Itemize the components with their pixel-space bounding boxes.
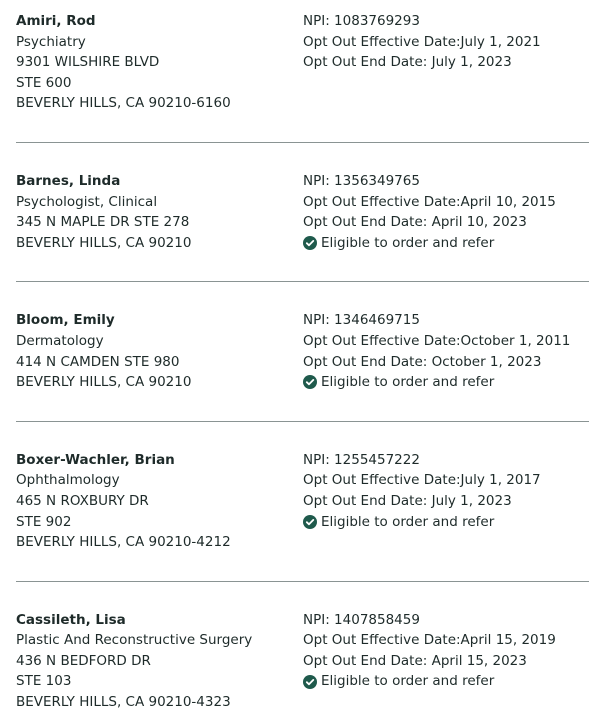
provider-opt-out-info — [303, 610, 589, 713]
provider-address-line: STE 600 — [16, 74, 72, 91]
eligibility-status — [303, 372, 589, 393]
provider-npi: NPI: 1407858459 — [303, 611, 420, 628]
provider-opt-out-info — [303, 310, 589, 392]
divider — [16, 421, 589, 422]
provider-entry — [16, 171, 589, 253]
opt-out-effective-date: Opt Out Effective Date:July 1, 2021 — [303, 33, 541, 50]
divider — [16, 281, 589, 282]
provider-entry — [16, 610, 589, 713]
provider-opt-out-info — [303, 171, 589, 253]
eligibility-status — [303, 512, 589, 533]
opt-out-end-date: Opt Out End Date: October 1, 2023 — [303, 353, 542, 370]
provider-address-line: 9301 WILSHIRE BLVD — [16, 54, 160, 71]
provider-opt-out-info — [303, 11, 589, 114]
provider-details — [16, 171, 303, 253]
provider-address-line: BEVERLY HILLS, CA 90210 — [16, 374, 192, 391]
provider-name: Bloom, Emily — [16, 312, 115, 329]
provider-specialty: Plastic And Reconstructive Surgery — [16, 632, 253, 649]
provider-specialty: Psychiatry — [16, 33, 86, 50]
provider-address-line: BEVERLY HILLS, CA 90210 — [16, 234, 192, 251]
provider-specialty: Psychologist, Clinical — [16, 193, 158, 210]
eligibility-status — [303, 671, 589, 692]
provider-name: Amiri, Rod — [16, 13, 96, 29]
check-circle-icon — [303, 515, 317, 529]
divider — [16, 142, 589, 143]
provider-address-line: 465 N ROXBURY DR — [16, 492, 149, 509]
eligibility-label: Eligible to order and refer — [321, 234, 495, 251]
provider-name: Cassileth, Lisa — [16, 611, 126, 628]
eligibility-label: Eligible to order and refer — [321, 513, 495, 530]
provider-details — [16, 610, 303, 713]
divider — [16, 581, 589, 582]
check-circle-icon — [303, 236, 317, 250]
provider-address-line: 436 N BEDFORD DR — [16, 652, 151, 669]
opt-out-effective-date: Opt Out Effective Date:October 1, 2011 — [303, 332, 571, 349]
opt-out-end-date: Opt Out End Date: April 10, 2023 — [303, 214, 527, 231]
eligibility-label: Eligible to order and refer — [321, 673, 495, 690]
provider-address-line: BEVERLY HILLS, CA 90210-4212 — [16, 534, 231, 551]
provider-name: Boxer-Wachler, Brian — [16, 451, 175, 468]
opt-out-effective-date: Opt Out Effective Date:April 10, 2015 — [303, 193, 556, 210]
provider-npi: NPI: 1346469715 — [303, 312, 420, 329]
provider-npi: NPI: 1356349765 — [303, 172, 420, 189]
opt-out-end-date: Opt Out End Date: July 1, 2023 — [303, 54, 512, 71]
provider-specialty: Ophthalmology — [16, 472, 120, 489]
provider-address-line: STE 103 — [16, 673, 72, 690]
provider-details — [16, 11, 303, 114]
provider-details — [16, 450, 303, 553]
provider-npi: NPI: 1255457222 — [303, 451, 420, 468]
provider-details — [16, 310, 303, 392]
provider-opt-out-info — [303, 450, 589, 553]
opt-out-effective-date: Opt Out Effective Date:April 15, 2019 — [303, 632, 556, 649]
provider-address-line: STE 902 — [16, 513, 72, 530]
provider-address-line: BEVERLY HILLS, CA 90210-6160 — [16, 95, 231, 112]
provider-address-line: 414 N CAMDEN STE 980 — [16, 353, 180, 370]
opt-out-end-date: Opt Out End Date: April 15, 2023 — [303, 652, 527, 669]
provider-address-line: 345 N MAPLE DR STE 278 — [16, 214, 190, 231]
check-circle-icon — [303, 375, 317, 389]
provider-address-line: BEVERLY HILLS, CA 90210-4323 — [16, 694, 231, 711]
provider-entry — [16, 310, 589, 392]
provider-entry — [16, 450, 589, 553]
provider-name: Barnes, Linda — [16, 172, 121, 189]
opt-out-end-date: Opt Out End Date: July 1, 2023 — [303, 492, 512, 509]
opt-out-effective-date: Opt Out Effective Date:July 1, 2017 — [303, 472, 541, 489]
check-circle-icon — [303, 675, 317, 689]
eligibility-status — [303, 233, 589, 254]
eligibility-label: Eligible to order and refer — [321, 374, 495, 391]
provider-entry — [16, 11, 589, 114]
provider-npi: NPI: 1083769293 — [303, 13, 420, 29]
provider-specialty: Dermatology — [16, 332, 104, 349]
